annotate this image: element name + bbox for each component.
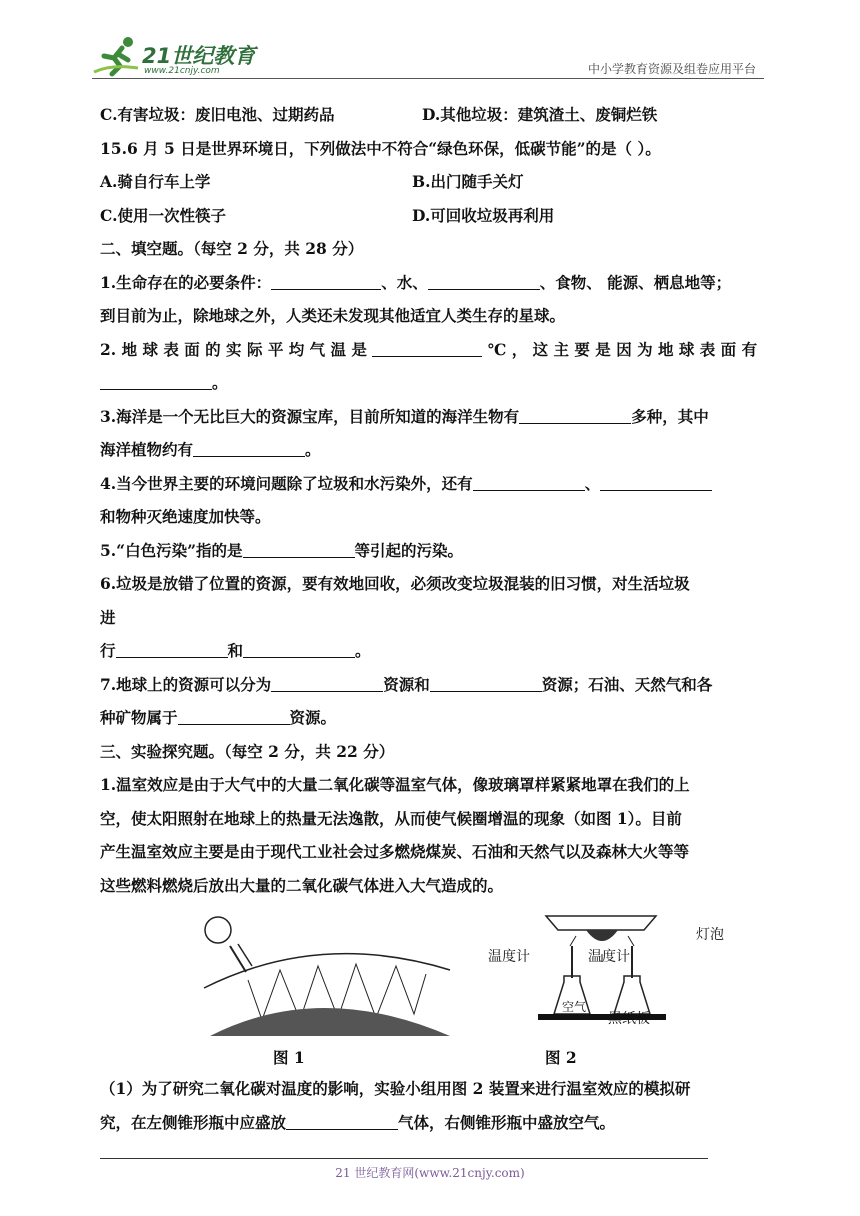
text-line: 1.温室效应是由于大气中的大量二氧化碳等温室气体，像玻璃罩样紧紧地罩在我们的上 <box>100 775 690 794</box>
answer-blank[interactable] <box>428 271 540 290</box>
answer-blank[interactable] <box>271 271 381 290</box>
section-title: 三、实验探究题。（每空 2 分，共 22 分） <box>100 741 395 761</box>
option-c: C.使用一次性筷子 <box>100 205 226 225</box>
figure-1-label: 图 1 <box>273 1048 305 1067</box>
logo-text: 21世纪教育 <box>142 44 256 68</box>
fill-question-5: 5.“白色污染”指的是 等引起的污染。 <box>100 540 464 560</box>
board-label: 黑纸板 <box>608 1011 650 1027</box>
answer-blank[interactable] <box>600 472 712 491</box>
answer-blank[interactable] <box>193 438 305 457</box>
text-line: 空，使太阳照射在地球上的热量无法逸散，从而使气候圈增温的现象（如图 1）。目前 <box>100 808 682 828</box>
figure-2-label: 图 2 <box>545 1048 577 1067</box>
logo <box>92 34 292 78</box>
answer-blank[interactable] <box>473 472 585 491</box>
option-d: D.可回收垃圾再利用 <box>412 205 555 225</box>
section-title: 二、填空题。（每空 2 分，共 28 分） <box>100 239 364 258</box>
page-header <box>92 30 762 80</box>
experiment-question-1: （1）为了研究二氧化碳对温度的影响，实验小组用图 2 装置来进行温室效应的模拟研 <box>100 1079 691 1098</box>
option-row <box>100 98 762 132</box>
fill-question-7: 7.地球上的资源可以分为 资源和 资源；石油、天然气和各 <box>100 674 713 694</box>
text-line: 和物种灭绝速度加快等。 <box>100 507 271 526</box>
answer-blank[interactable] <box>178 706 290 725</box>
option-c: C.有害垃圾：废旧电池、过期药品 <box>100 105 335 124</box>
answer-blank[interactable] <box>243 539 355 558</box>
option-a: A.骑自行车上学 <box>100 172 211 191</box>
document-body <box>100 98 762 1139</box>
logo-url: www.21cnjy.com <box>144 66 220 76</box>
fill-question-3: 3.海洋是一个无比巨大的资源宝库，目前所知道的海洋生物有 多种，其中 <box>100 406 709 426</box>
option-row <box>100 199 762 233</box>
text-line: 究，在左侧锥形瓶中应盛放 气体，右侧锥形瓶中盛放空气。 <box>100 1112 616 1132</box>
text-line: 进 <box>100 607 116 627</box>
answer-blank[interactable] <box>100 371 212 390</box>
answer-blank[interactable] <box>372 338 482 357</box>
figures <box>100 902 762 1072</box>
fill-question-6: 6.垃圾是放错了位置的资源，要有效地回收，必须改变垃圾混装的旧习惯，对生活垃圾 <box>100 574 690 593</box>
answer-blank[interactable] <box>271 673 383 692</box>
text-line: 产生温室效应主要是由于现代工业社会过多燃烧煤炭、石油和天然气以及森林大火等等 <box>100 842 690 861</box>
text-line: 。 <box>100 366 762 400</box>
answer-blank[interactable] <box>243 639 355 658</box>
option-b: B.出门随手关灯 <box>412 172 524 191</box>
bulb-label: 灯泡 <box>696 927 724 943</box>
text-line: 行 和 。 <box>100 641 371 660</box>
answer-blank[interactable] <box>116 639 228 658</box>
option-d: D.其他垃圾：建筑渣土、废铜烂铁 <box>422 105 658 124</box>
air-label: 空气 <box>562 1000 587 1014</box>
fill-question-1: 1.生命存在的必要条件： 、水、 、食物、 能源、栖息地等； <box>100 272 732 292</box>
text-line: 这些燃料燃烧后放出大量的二氧化碳气体进入大气造成的。 <box>100 875 504 895</box>
thermometer-left-label: 温度计 <box>488 949 530 965</box>
answer-blank[interactable] <box>430 673 542 692</box>
question-15: 15.6 月 5 日是世界环境日，下列做法中不符合“绿色环保，低碳节能”的是（ ）。 <box>100 138 661 158</box>
fill-question-2: 2. 地 球 表 面 的 实 际 平 均 气 温 是 ℃ ， 这 主 要 是 因 为 地 球 表 面 有 <box>100 339 758 359</box>
experiment-apparatus <box>516 902 686 1032</box>
answer-blank[interactable] <box>519 405 631 424</box>
text-line: 种矿物属于 资源。 <box>100 708 337 727</box>
fill-question-4: 4.当今世界主要的环境问题除了垃圾和水污染外，还有 、 <box>100 467 762 501</box>
greenhouse-diagram <box>200 910 460 1040</box>
text-line: 到目前为止，除地球之外，人类还未发现其他适宜人类生存的星球。 <box>100 306 566 325</box>
platform-name: 中小学教育资源及组卷应用平台 <box>587 62 756 76</box>
option-row <box>100 165 762 199</box>
text-line: 海洋植物约有 。 <box>100 440 321 459</box>
runner-icon <box>92 34 144 78</box>
footer-text: 21 世纪教育网(www.21cnjy.com) <box>335 1166 525 1180</box>
thermometer-right-label: 温度计 <box>588 949 630 965</box>
footer-divider <box>100 1158 708 1159</box>
header-divider <box>92 78 764 79</box>
answer-blank[interactable] <box>286 1111 398 1130</box>
